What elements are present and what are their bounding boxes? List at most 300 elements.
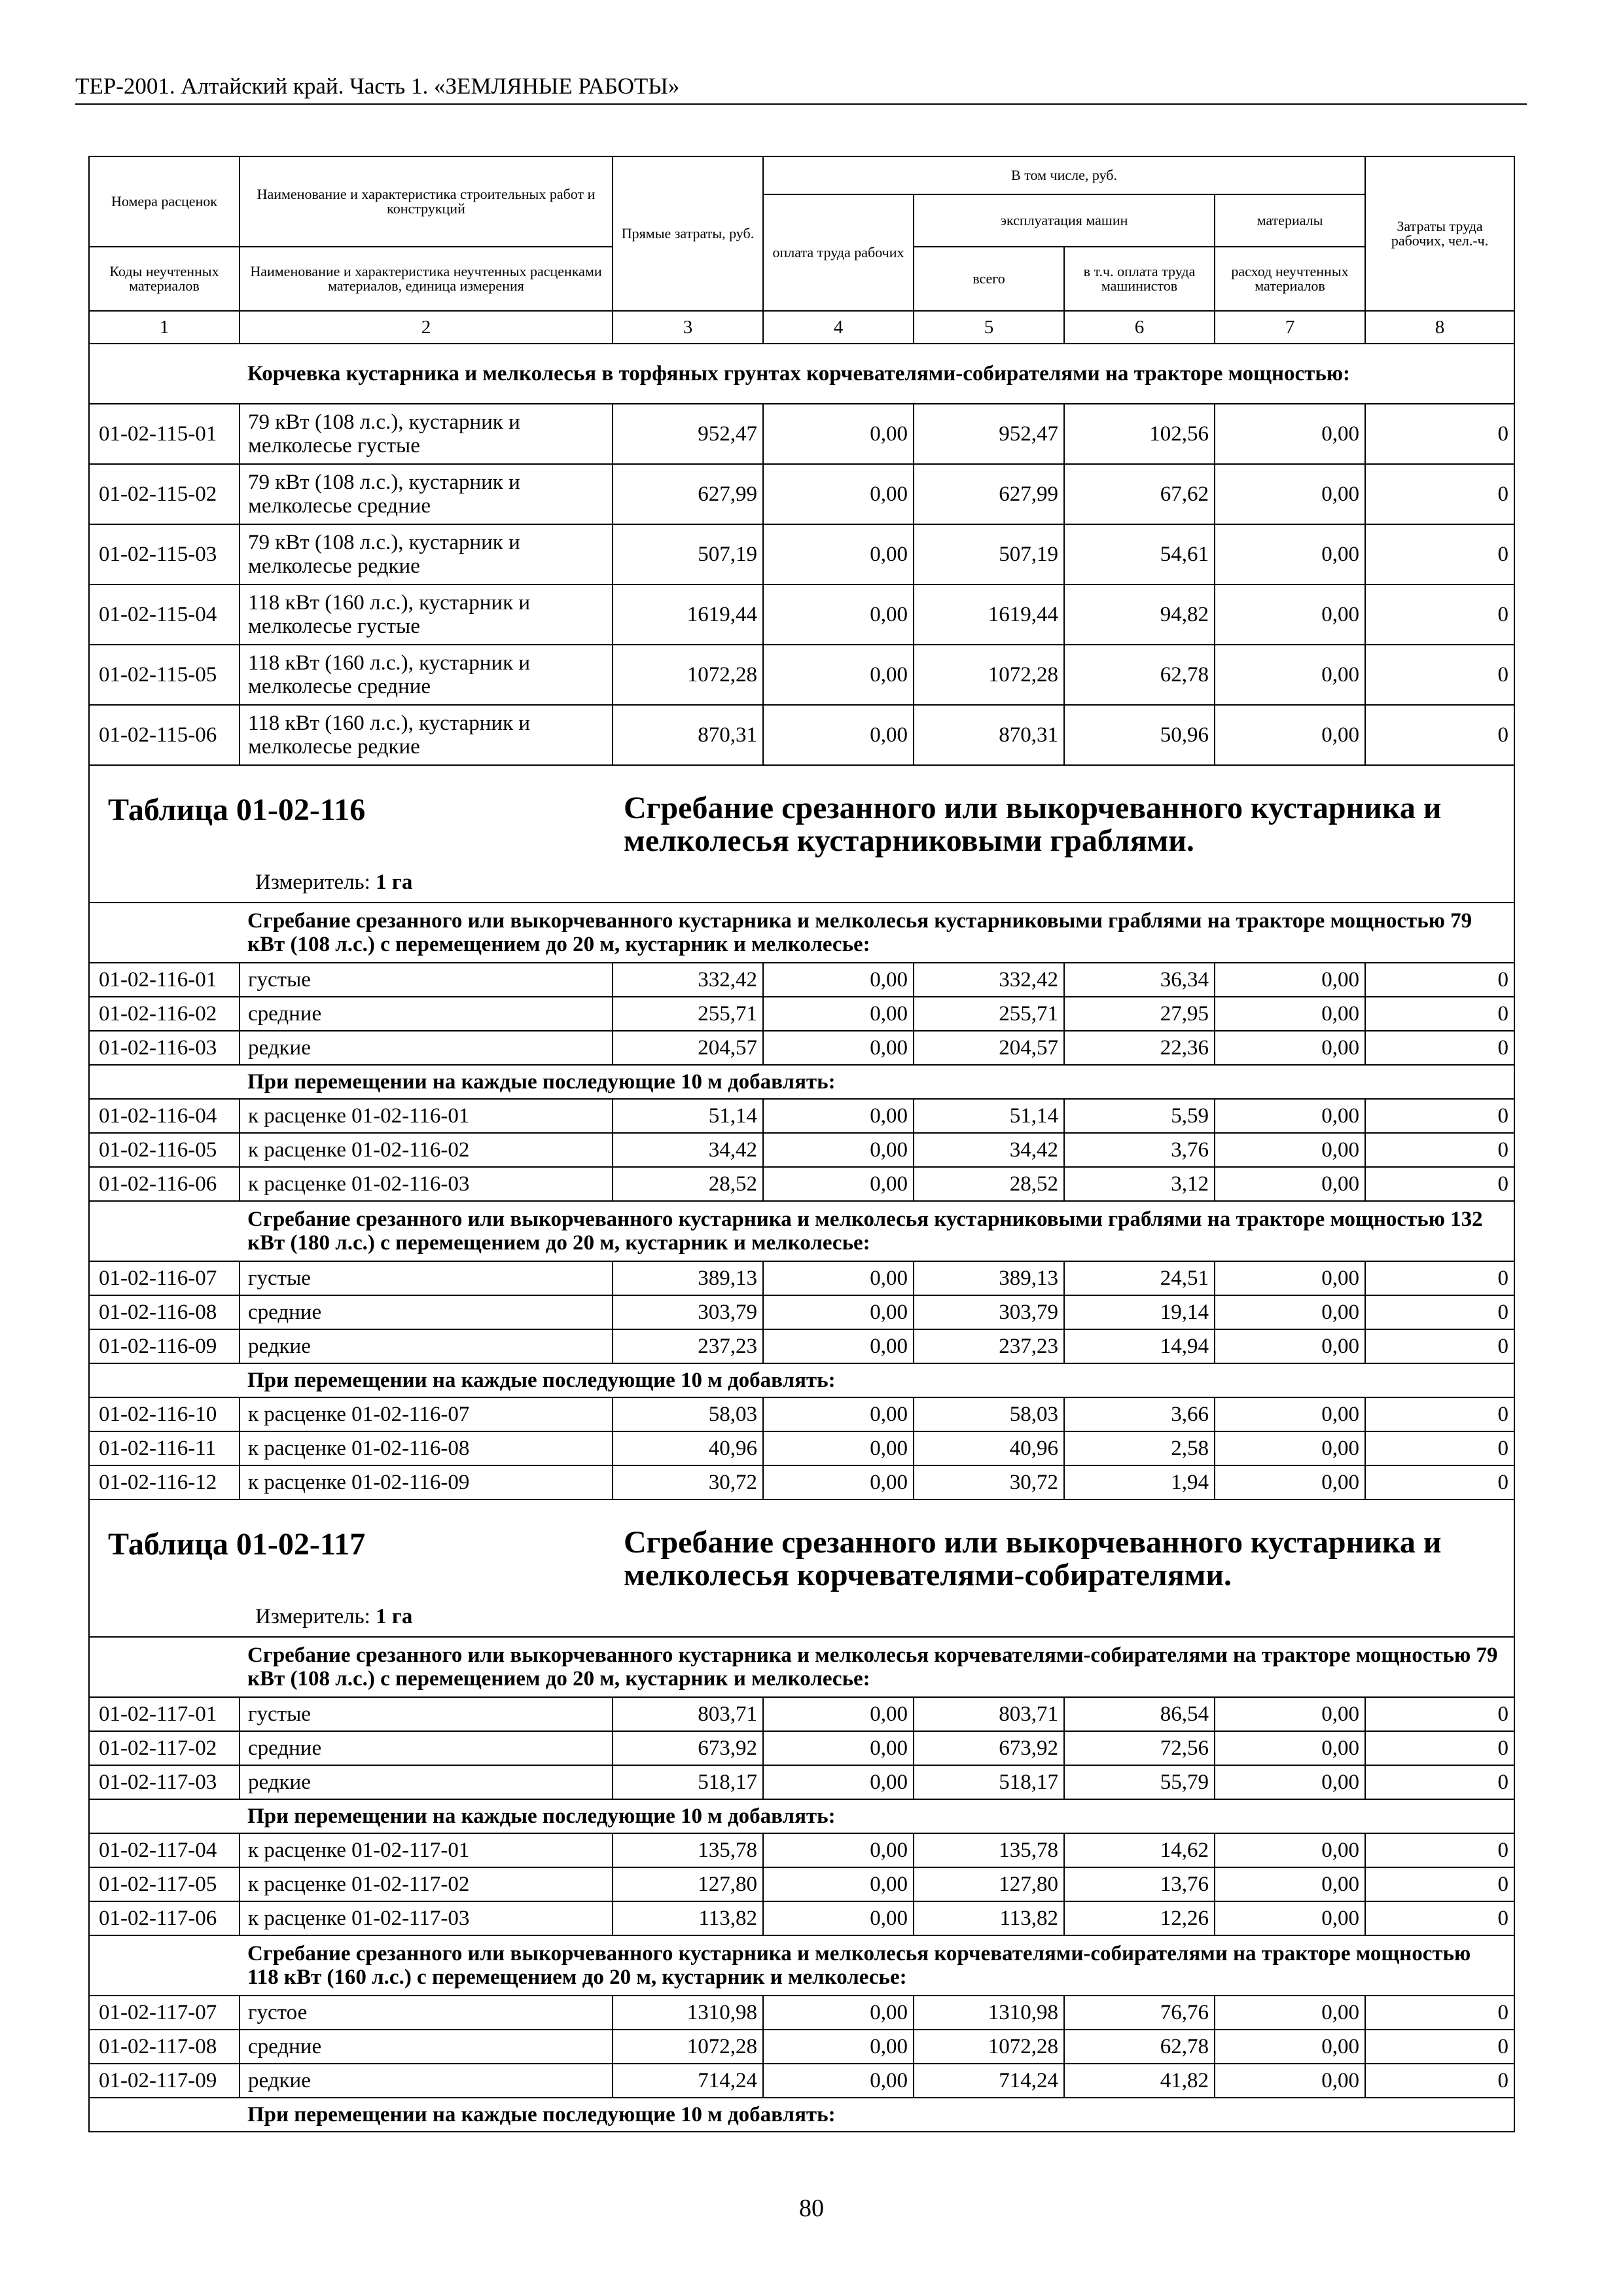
value-c5: 1072,28 xyxy=(914,645,1064,705)
value-c7: 0,00 xyxy=(1215,1465,1365,1499)
work-name: 118 кВт (160 л.с.), кустарник и мелколесье средние xyxy=(240,645,613,705)
table-row xyxy=(89,1295,1514,1329)
work-name: к расценке 01-02-116-03 xyxy=(240,1167,613,1201)
table-row xyxy=(89,1697,1514,1731)
value-c5: 627,99 xyxy=(914,464,1064,524)
page-number: 80 xyxy=(799,2195,824,2222)
work-name: средние xyxy=(240,997,613,1031)
value-c3: 237,23 xyxy=(613,1329,763,1363)
col1-bottom-header: Коды неучтенных материалов xyxy=(89,247,240,311)
rate-code: 01-02-117-01 xyxy=(89,1697,240,1731)
value-c4: 0,00 xyxy=(763,1431,914,1465)
value-c8: 0 xyxy=(1365,584,1514,645)
value-c3: 870,31 xyxy=(613,705,763,765)
value-c6: 62,78 xyxy=(1064,2030,1215,2064)
rate-code: 01-02-116-09 xyxy=(89,1329,240,1363)
work-name: средние xyxy=(240,2030,613,2064)
value-c3: 28,52 xyxy=(613,1167,763,1201)
value-c7: 0,00 xyxy=(1215,645,1365,705)
value-c4: 0,00 xyxy=(763,2064,914,2098)
value-c4: 0,00 xyxy=(763,584,914,645)
value-c8: 0 xyxy=(1365,2064,1514,2098)
rate-code: 01-02-116-08 xyxy=(89,1295,240,1329)
work-name: редкие xyxy=(240,2064,613,2098)
section-heading: Сгребание срезанного или выкорчеванного кустарника и мелколесья кустарниковыми граблями на тракторе мощностью 132 кВт (180 л.с.) с перемещением до 20 м, кустарник и мелколесье: xyxy=(240,1201,1514,1261)
value-c5: 204,57 xyxy=(914,1031,1064,1065)
value-c5: 40,96 xyxy=(914,1431,1064,1465)
value-c6: 50,96 xyxy=(1064,705,1215,765)
value-c5: 303,79 xyxy=(914,1295,1064,1329)
table-row xyxy=(89,1397,1514,1431)
section-heading: При перемещении на каждые последующие 10 м добавлять: xyxy=(240,1799,1514,1833)
value-c8: 0 xyxy=(1365,705,1514,765)
section-heading-row xyxy=(89,1065,1514,1099)
value-c6: 62,78 xyxy=(1064,645,1215,705)
value-c3: 952,47 xyxy=(613,404,763,464)
value-c5: 673,92 xyxy=(914,1731,1064,1765)
section-code-cell xyxy=(89,1637,240,1697)
rate-code: 01-02-117-08 xyxy=(89,2030,240,2064)
value-c4: 0,00 xyxy=(763,1465,914,1499)
value-c6: 55,79 xyxy=(1064,1765,1215,1799)
table-row xyxy=(89,645,1514,705)
value-c3: 389,13 xyxy=(613,1261,763,1295)
table-row xyxy=(89,1261,1514,1295)
section-heading-row xyxy=(89,344,1514,404)
col3-header: Прямые затраты, руб. xyxy=(613,156,763,311)
value-c4: 0,00 xyxy=(763,1765,914,1799)
value-c8: 0 xyxy=(1365,1431,1514,1465)
value-c6: 86,54 xyxy=(1064,1697,1215,1731)
value-c8: 0 xyxy=(1365,1133,1514,1167)
value-c4: 0,00 xyxy=(763,1133,914,1167)
value-c5: 255,71 xyxy=(914,997,1064,1031)
value-c5: 135,78 xyxy=(914,1833,1064,1867)
value-c7: 0,00 xyxy=(1215,1261,1365,1295)
materials-header: материалы xyxy=(1215,194,1365,247)
table-row xyxy=(89,1031,1514,1065)
value-c4: 0,00 xyxy=(763,1329,914,1363)
value-c4: 0,00 xyxy=(763,1697,914,1731)
rate-code: 01-02-117-07 xyxy=(89,1996,240,2030)
measure-unit xyxy=(255,870,412,895)
rate-code: 01-02-117-06 xyxy=(89,1901,240,1935)
section-code-cell xyxy=(89,1799,240,1833)
rate-code: 01-02-115-04 xyxy=(89,584,240,645)
rate-code: 01-02-115-03 xyxy=(89,524,240,584)
table-row xyxy=(89,584,1514,645)
rate-code: 01-02-117-05 xyxy=(89,1867,240,1901)
work-name: 118 кВт (160 л.с.), кустарник и мелколесье густые xyxy=(240,584,613,645)
measure-unit xyxy=(255,1605,412,1629)
value-c4: 0,00 xyxy=(763,963,914,997)
incl-header: В том числе, руб. xyxy=(763,156,1365,194)
value-c6: 41,82 xyxy=(1064,2064,1215,2098)
value-c8: 0 xyxy=(1365,1731,1514,1765)
machines-header: эксплуатация машин xyxy=(914,194,1215,247)
value-c5: 113,82 xyxy=(914,1901,1064,1935)
col-number: 4 xyxy=(763,311,914,344)
table-row xyxy=(89,1167,1514,1201)
col2-top-header: Наименование и характеристика строительных работ и конструкций xyxy=(240,156,613,247)
work-name: средние xyxy=(240,1295,613,1329)
value-c6: 14,94 xyxy=(1064,1329,1215,1363)
work-name: 118 кВт (160 л.с.), кустарник и мелколесье редкие xyxy=(240,705,613,765)
value-c4: 0,00 xyxy=(763,1167,914,1201)
value-c7: 0,00 xyxy=(1215,524,1365,584)
value-c5: 1310,98 xyxy=(914,1996,1064,2030)
value-c4: 0,00 xyxy=(763,404,914,464)
value-c6: 3,76 xyxy=(1064,1133,1215,1167)
value-c4: 0,00 xyxy=(763,1731,914,1765)
value-c3: 34,42 xyxy=(613,1133,763,1167)
value-c3: 51,14 xyxy=(613,1099,763,1133)
section-heading-row xyxy=(89,1363,1514,1397)
value-c5: 1619,44 xyxy=(914,584,1064,645)
value-c7: 0,00 xyxy=(1215,464,1365,524)
value-c6: 36,34 xyxy=(1064,963,1215,997)
col-number: 2 xyxy=(240,311,613,344)
value-c3: 1072,28 xyxy=(613,645,763,705)
measure-value: 1 га xyxy=(376,1605,413,1628)
table-row xyxy=(89,1133,1514,1167)
value-c5: 389,13 xyxy=(914,1261,1064,1295)
rate-code: 01-02-115-01 xyxy=(89,404,240,464)
work-name: редкие xyxy=(240,1765,613,1799)
section-heading-row xyxy=(89,2098,1514,2132)
section-heading-row xyxy=(89,903,1514,963)
work-name: к расценке 01-02-117-02 xyxy=(240,1867,613,1901)
work-name: редкие xyxy=(240,1031,613,1065)
value-c6: 24,51 xyxy=(1064,1261,1215,1295)
work-name: к расценке 01-02-116-09 xyxy=(240,1465,613,1499)
value-c3: 127,80 xyxy=(613,1867,763,1901)
work-name: 79 кВт (108 л.с.), кустарник и мелколесье средние xyxy=(240,464,613,524)
value-c3: 332,42 xyxy=(613,963,763,997)
table-row xyxy=(89,1901,1514,1935)
value-c4: 0,00 xyxy=(763,524,914,584)
table-row xyxy=(89,1867,1514,1901)
value-c7: 0,00 xyxy=(1215,1697,1365,1731)
value-c5: 714,24 xyxy=(914,2064,1064,2098)
value-c5: 51,14 xyxy=(914,1099,1064,1133)
rate-code: 01-02-115-05 xyxy=(89,645,240,705)
value-c3: 40,96 xyxy=(613,1431,763,1465)
rate-code: 01-02-116-11 xyxy=(89,1431,240,1465)
value-c6: 3,12 xyxy=(1064,1167,1215,1201)
value-c6: 13,76 xyxy=(1064,1867,1215,1901)
value-c6: 12,26 xyxy=(1064,1901,1215,1935)
section-code-cell xyxy=(89,344,240,404)
table-title-block xyxy=(89,1499,1514,1637)
table-row xyxy=(89,464,1514,524)
value-c3: 507,19 xyxy=(613,524,763,584)
value-c7: 0,00 xyxy=(1215,404,1365,464)
value-c7: 0,00 xyxy=(1215,1329,1365,1363)
rate-code: 01-02-117-03 xyxy=(89,1765,240,1799)
work-name: 79 кВт (108 л.с.), кустарник и мелколесье редкие xyxy=(240,524,613,584)
value-c7: 0,00 xyxy=(1215,1431,1365,1465)
value-c8: 0 xyxy=(1365,1697,1514,1731)
value-c7: 0,00 xyxy=(1215,1901,1365,1935)
table-row xyxy=(89,1431,1514,1465)
section-code-cell xyxy=(89,1935,240,1996)
value-c6: 67,62 xyxy=(1064,464,1215,524)
value-c8: 0 xyxy=(1365,1996,1514,2030)
section-heading-row xyxy=(89,1201,1514,1261)
value-c7: 0,00 xyxy=(1215,963,1365,997)
value-c6: 27,95 xyxy=(1064,997,1215,1031)
value-c7: 0,00 xyxy=(1215,1167,1365,1201)
value-c5: 803,71 xyxy=(914,1697,1064,1731)
value-c8: 0 xyxy=(1365,645,1514,705)
value-c5: 870,31 xyxy=(914,705,1064,765)
value-c3: 1072,28 xyxy=(613,2030,763,2064)
table-row xyxy=(89,963,1514,997)
value-c5: 237,23 xyxy=(914,1329,1064,1363)
work-name: 79 кВт (108 л.с.), кустарник и мелколесье густые xyxy=(240,404,613,464)
value-c4: 0,00 xyxy=(763,1996,914,2030)
table-row xyxy=(89,404,1514,464)
table-row xyxy=(89,997,1514,1031)
rate-code: 01-02-117-09 xyxy=(89,2064,240,2098)
rate-code: 01-02-117-02 xyxy=(89,1731,240,1765)
col-number: 6 xyxy=(1064,311,1215,344)
measure-value: 1 га xyxy=(376,870,413,894)
work-name: редкие xyxy=(240,1329,613,1363)
value-c8: 0 xyxy=(1365,1901,1514,1935)
value-c7: 0,00 xyxy=(1215,997,1365,1031)
value-c6: 19,14 xyxy=(1064,1295,1215,1329)
rate-code: 01-02-115-02 xyxy=(89,464,240,524)
value-c5: 1072,28 xyxy=(914,2030,1064,2064)
rate-code: 01-02-116-10 xyxy=(89,1397,240,1431)
section-heading: При перемещении на каждые последующие 10 м добавлять: xyxy=(240,1065,1514,1099)
value-c8: 0 xyxy=(1365,1833,1514,1867)
value-c8: 0 xyxy=(1365,464,1514,524)
value-c8: 0 xyxy=(1365,1167,1514,1201)
value-c5: 34,42 xyxy=(914,1133,1064,1167)
work-name: к расценке 01-02-116-07 xyxy=(240,1397,613,1431)
value-c7: 0,00 xyxy=(1215,1731,1365,1765)
value-c5: 28,52 xyxy=(914,1167,1064,1201)
value-c8: 0 xyxy=(1365,997,1514,1031)
value-c3: 714,24 xyxy=(613,2064,763,2098)
col-number: 7 xyxy=(1215,311,1365,344)
table-row xyxy=(89,1465,1514,1499)
table-title: Сгребание срезанного или выкорчеванного кустарника и мелколесья кустарниковыми граблями. xyxy=(624,791,1442,858)
work-name: густые xyxy=(240,963,613,997)
col8-header: Затраты труда рабочих, чел.-ч. xyxy=(1365,156,1514,311)
col2-bottom-header: Наименование и характеристика неучтенных расценками материалов, единица измерения xyxy=(240,247,613,311)
value-c8: 0 xyxy=(1365,1867,1514,1901)
table-row xyxy=(89,524,1514,584)
value-c6: 22,36 xyxy=(1064,1031,1215,1065)
value-c8: 0 xyxy=(1365,1329,1514,1363)
table-row xyxy=(89,2030,1514,2064)
value-c4: 0,00 xyxy=(763,1261,914,1295)
value-c5: 30,72 xyxy=(914,1465,1064,1499)
value-c8: 0 xyxy=(1365,1031,1514,1065)
table-title-row xyxy=(89,1499,1514,1637)
section-heading-row xyxy=(89,1799,1514,1833)
value-c3: 803,71 xyxy=(613,1697,763,1731)
value-c8: 0 xyxy=(1365,1295,1514,1329)
value-c6: 1,94 xyxy=(1064,1465,1215,1499)
table-row xyxy=(89,1996,1514,2030)
col-number: 5 xyxy=(914,311,1064,344)
value-c8: 0 xyxy=(1365,1261,1514,1295)
value-c3: 1310,98 xyxy=(613,1996,763,2030)
value-c7: 0,00 xyxy=(1215,1996,1365,2030)
value-c4: 0,00 xyxy=(763,997,914,1031)
section-heading: Сгребание срезанного или выкорчеванного кустарника и мелколесья корчевателями-собирателями на тракторе мощностью 118 кВт (160 л.с.) с перемещением до 20 м, кустарник и мелколесье: xyxy=(240,1935,1514,1996)
work-name: к расценке 01-02-116-08 xyxy=(240,1431,613,1465)
value-c7: 0,00 xyxy=(1215,1765,1365,1799)
col-number: 1 xyxy=(89,311,240,344)
work-name: густые xyxy=(240,1261,613,1295)
work-name: к расценке 01-02-117-01 xyxy=(240,1833,613,1867)
value-c3: 673,92 xyxy=(613,1731,763,1765)
work-name: к расценке 01-02-116-01 xyxy=(240,1099,613,1133)
value-c3: 518,17 xyxy=(613,1765,763,1799)
value-c8: 0 xyxy=(1365,1765,1514,1799)
table-row xyxy=(89,705,1514,765)
value-c4: 0,00 xyxy=(763,464,914,524)
value-c7: 0,00 xyxy=(1215,1099,1365,1133)
table-row xyxy=(89,1833,1514,1867)
rate-code: 01-02-116-04 xyxy=(89,1099,240,1133)
table-title-block xyxy=(89,765,1514,903)
section-heading: Сгребание срезанного или выкорчеванного кустарника и мелколесья кустарниковыми граблями на тракторе мощностью 79 кВт (108 л.с.) с перемещением до 20 м, кустарник и мелколесье: xyxy=(240,903,1514,963)
value-c7: 0,00 xyxy=(1215,1031,1365,1065)
rate-code: 01-02-116-03 xyxy=(89,1031,240,1065)
value-c5: 507,19 xyxy=(914,524,1064,584)
value-c4: 0,00 xyxy=(763,1867,914,1901)
work-name: средние xyxy=(240,1731,613,1765)
col-number: 8 xyxy=(1365,311,1514,344)
table-id: Таблица 01-02-116 xyxy=(108,793,366,827)
rate-code: 01-02-116-05 xyxy=(89,1133,240,1167)
section-code-cell xyxy=(89,1363,240,1397)
value-c6: 3,66 xyxy=(1064,1397,1215,1431)
value-c3: 58,03 xyxy=(613,1397,763,1431)
value-c7: 0,00 xyxy=(1215,1133,1365,1167)
value-c7: 0,00 xyxy=(1215,1833,1365,1867)
value-c5: 952,47 xyxy=(914,404,1064,464)
running-header: ТЕР-2001. Алтайский край. Часть 1. «ЗЕМЛЯНЫЕ РАБОТЫ» xyxy=(75,73,1527,105)
rate-code: 01-02-116-01 xyxy=(89,963,240,997)
rate-code: 01-02-116-07 xyxy=(89,1261,240,1295)
section-code-cell xyxy=(89,1201,240,1261)
value-c5: 332,42 xyxy=(914,963,1064,997)
value-c7: 0,00 xyxy=(1215,705,1365,765)
rate-code: 01-02-115-06 xyxy=(89,705,240,765)
col4-header: оплата труда рабочих xyxy=(763,194,914,311)
value-c4: 0,00 xyxy=(763,1099,914,1133)
col6-header: в т.ч. оплата труда машинистов xyxy=(1064,247,1215,311)
value-c8: 0 xyxy=(1365,1099,1514,1133)
value-c8: 0 xyxy=(1365,1465,1514,1499)
value-c3: 30,72 xyxy=(613,1465,763,1499)
rate-code: 01-02-116-06 xyxy=(89,1167,240,1201)
table-title: Сгребание срезанного или выкорчеванного кустарника и мелколесья корчевателями-собирателями. xyxy=(624,1525,1442,1592)
section-code-cell xyxy=(89,1065,240,1099)
value-c3: 113,82 xyxy=(613,1901,763,1935)
rates-table xyxy=(88,156,1515,2132)
table-row xyxy=(89,1099,1514,1133)
value-c8: 0 xyxy=(1365,1397,1514,1431)
value-c6: 102,56 xyxy=(1064,404,1215,464)
value-c6: 72,56 xyxy=(1064,1731,1215,1765)
table-row xyxy=(89,1765,1514,1799)
value-c7: 0,00 xyxy=(1215,2030,1365,2064)
value-c4: 0,00 xyxy=(763,1833,914,1867)
measure-label: Измеритель: xyxy=(255,1605,370,1628)
value-c7: 0,00 xyxy=(1215,2064,1365,2098)
value-c7: 0,00 xyxy=(1215,1867,1365,1901)
measure-label: Измеритель: xyxy=(255,870,370,894)
section-heading-row xyxy=(89,1935,1514,1996)
value-c4: 0,00 xyxy=(763,1901,914,1935)
value-c4: 0,00 xyxy=(763,705,914,765)
value-c3: 303,79 xyxy=(613,1295,763,1329)
work-name: к расценке 01-02-116-02 xyxy=(240,1133,613,1167)
rate-code: 01-02-116-12 xyxy=(89,1465,240,1499)
value-c7: 0,00 xyxy=(1215,1397,1365,1431)
value-c5: 127,80 xyxy=(914,1867,1064,1901)
value-c3: 135,78 xyxy=(613,1833,763,1867)
value-c8: 0 xyxy=(1365,963,1514,997)
table-row xyxy=(89,1731,1514,1765)
work-name: к расценке 01-02-117-03 xyxy=(240,1901,613,1935)
section-heading: При перемещении на каждые последующие 10 м добавлять: xyxy=(240,1363,1514,1397)
value-c4: 0,00 xyxy=(763,1031,914,1065)
value-c8: 0 xyxy=(1365,524,1514,584)
value-c4: 0,00 xyxy=(763,645,914,705)
section-heading-row xyxy=(89,1637,1514,1697)
work-name: густые xyxy=(240,1697,613,1731)
col1-top-header: Номера расценок xyxy=(89,156,240,247)
rate-code: 01-02-117-04 xyxy=(89,1833,240,1867)
value-c6: 14,62 xyxy=(1064,1833,1215,1867)
value-c4: 0,00 xyxy=(763,2030,914,2064)
value-c5: 58,03 xyxy=(914,1397,1064,1431)
value-c4: 0,00 xyxy=(763,1295,914,1329)
value-c3: 1619,44 xyxy=(613,584,763,645)
value-c6: 54,61 xyxy=(1064,524,1215,584)
table-row xyxy=(89,1329,1514,1363)
col-number: 3 xyxy=(613,311,763,344)
work-name: густое xyxy=(240,1996,613,2030)
col5-header: всего xyxy=(914,247,1064,311)
rate-code: 01-02-116-02 xyxy=(89,997,240,1031)
section-heading: При перемещении на каждые последующие 10 м добавлять: xyxy=(240,2098,1514,2132)
value-c6: 76,76 xyxy=(1064,1996,1215,2030)
table-title-row xyxy=(89,765,1514,903)
section-heading: Сгребание срезанного или выкорчеванного кустарника и мелколесья корчевателями-собирателями на тракторе мощностью 79 кВт (108 л.с.) с перемещением до 20 м, кустарник и мелколесье: xyxy=(240,1637,1514,1697)
table-id: Таблица 01-02-117 xyxy=(108,1527,366,1562)
section-heading: Корчевка кустарника и мелколесья в торфяных грунтах корчевателями-собирателями на тракторе мощностью: xyxy=(240,344,1514,404)
section-code-cell xyxy=(89,903,240,963)
value-c3: 255,71 xyxy=(613,997,763,1031)
value-c8: 0 xyxy=(1365,404,1514,464)
value-c6: 5,59 xyxy=(1064,1099,1215,1133)
value-c8: 0 xyxy=(1365,2030,1514,2064)
value-c4: 0,00 xyxy=(763,1397,914,1431)
value-c6: 2,58 xyxy=(1064,1431,1215,1465)
table-row xyxy=(89,2064,1514,2098)
